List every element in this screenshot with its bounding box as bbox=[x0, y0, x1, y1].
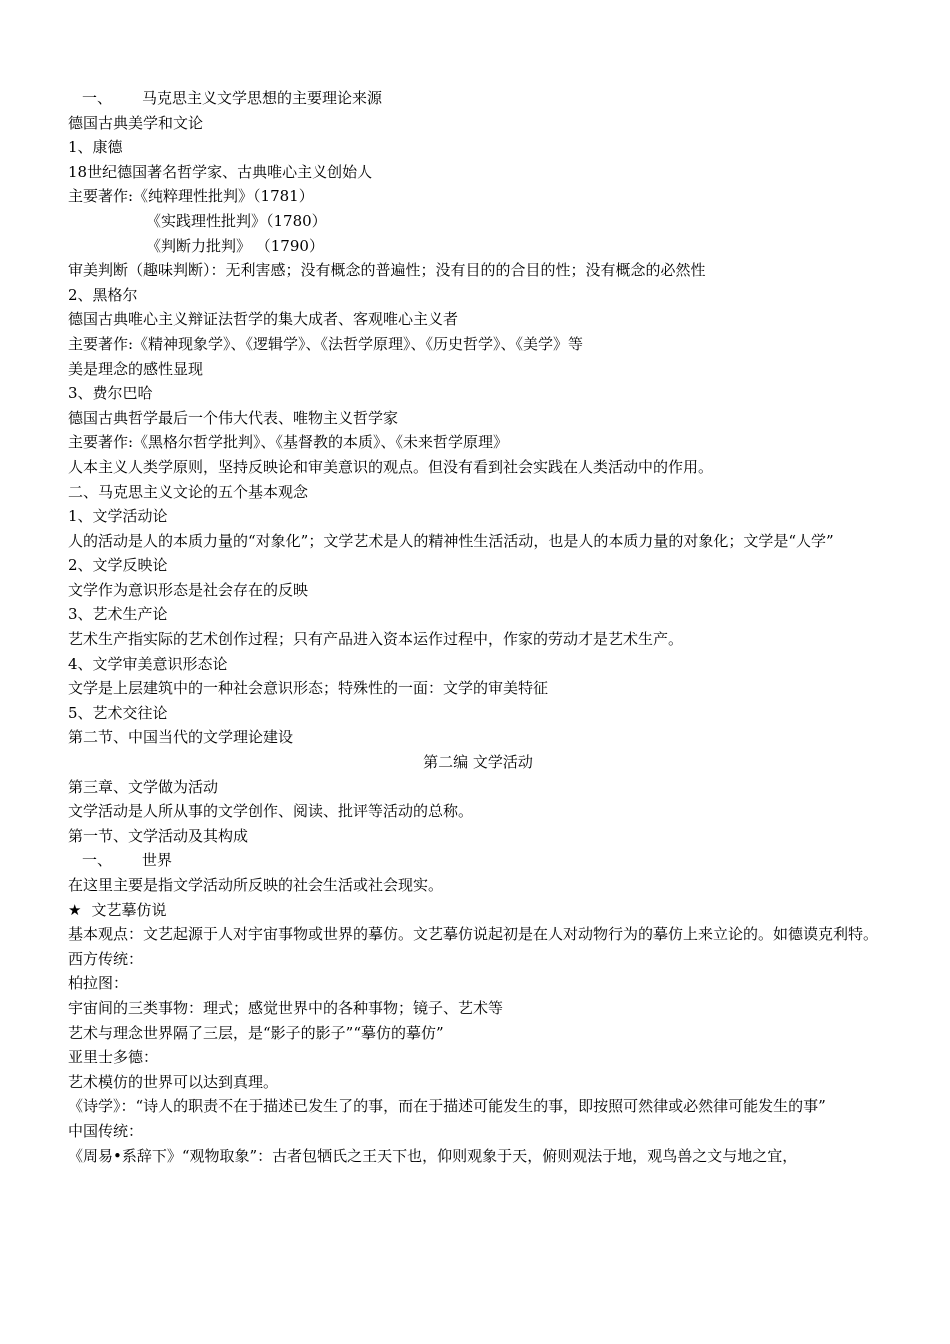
kant-works-1: 主要著作:《纯粹理性批判》（1781） bbox=[68, 187, 314, 206]
chapter-title: 第三章、文学做为活动 bbox=[68, 777, 219, 796]
heading-number: 一、 bbox=[82, 89, 113, 107]
concept-title: 4、文学审美意识形态论 bbox=[68, 654, 228, 673]
concept-text: 人的活动是人的本质力量的“对象化”；文学艺术是人的精神性生活活动，也是人的本质力量的对象化；文学是“人学” bbox=[68, 531, 834, 550]
section1-heading bbox=[68, 86, 888, 111]
basic-view: 基本观点：文艺起源于人对宇宙事物或世界的摹仿。文艺摹仿说起初是在人对动物行为的摹仿上来立论的。如德谟克利特。 bbox=[68, 925, 879, 944]
mimesis-title: 文艺摹仿说 bbox=[91, 900, 167, 919]
heading-text: 马克思主义文学思想的主要理论来源 bbox=[142, 89, 383, 107]
kant-title: 1、康德 bbox=[68, 138, 123, 157]
plato-text-2: 艺术与理念世界隔了三层，是“影子的影子”“摹仿的摹仿” bbox=[68, 1023, 444, 1042]
world-number: 一、 bbox=[82, 851, 113, 870]
world-heading bbox=[68, 848, 888, 873]
hegel-beauty: 美是理念的感性显现 bbox=[68, 359, 204, 378]
poetics-text: 《诗学》：“诗人的职责不在于描述已发生了的事，而在于描述可能发生的事，即按照可然律或必然律可能发生的事” bbox=[68, 1097, 826, 1116]
western-label: 西方传统： bbox=[68, 949, 144, 968]
concept-title: 3、艺术生产论 bbox=[68, 605, 168, 624]
concept-title: 1、文学活动论 bbox=[68, 507, 168, 526]
mimesis-heading bbox=[68, 898, 888, 923]
kant-desc: 18世纪德国著名哲学家、古典唯心主义创始人 bbox=[68, 162, 373, 181]
world-desc: 在这里主要是指文学活动所反映的社会生活或社会现实。 bbox=[68, 876, 444, 894]
plato-label: 柏拉图： bbox=[68, 974, 129, 993]
feuerbach-title: 3、费尔巴哈 bbox=[68, 384, 153, 403]
concept-text: 文学是上层建筑中的一种社会意识形态；特殊性的一面：文学的审美特征 bbox=[68, 679, 549, 698]
aristotle-text: 艺术模仿的世界可以达到真理。 bbox=[68, 1072, 279, 1091]
feuerbach-principle: 人本主义人类学原则，坚持反映论和审美意识的观点。但没有看到社会实践在人类活动中的作用。 bbox=[68, 457, 714, 476]
section-one-title: 第一节、文学活动及其构成 bbox=[68, 826, 249, 845]
aristotle-label: 亚里士多德： bbox=[68, 1048, 159, 1067]
section-two-title: 第二节、中国当代的文学理论建设 bbox=[68, 728, 294, 747]
section2-heading: 二、马克思主义文论的五个基本观念 bbox=[68, 482, 309, 501]
world-text: 世界 bbox=[142, 851, 173, 870]
feuerbach-desc: 德国古典哲学最后一个伟大代表、唯物主义哲学家 bbox=[68, 408, 399, 427]
hegel-works: 主要著作:《精神现象学》、《逻辑学》、《法哲学原理》、《历史哲学》、《美学》等 bbox=[68, 334, 584, 353]
document-page bbox=[68, 86, 888, 1168]
plato-text-1: 宇宙间的三类事物：理式；感觉世界中的各种事物；镜子、艺术等 bbox=[68, 998, 504, 1017]
concept-title: 5、艺术交往论 bbox=[68, 703, 168, 722]
concept-text: 艺术生产指实际的艺术创作过程；只有产品进入资本运作过程中，作家的劳动才是艺术生产。 bbox=[68, 630, 684, 649]
hegel-title: 2、黑格尔 bbox=[68, 285, 138, 304]
concept-text: 文学作为意识形态是社会存在的反映 bbox=[68, 580, 309, 599]
kant-works-2: 《实践理性批判》（1780） bbox=[146, 211, 327, 230]
section1-sub: 德国古典美学和文论 bbox=[68, 113, 204, 132]
zhouyi-text: 《周易•系辞下》“观物取象”：古者包牺氏之王天下也，仰则观象于天，俯则观法于地，观鸟兽之文与地之宜， bbox=[68, 1146, 798, 1165]
concept-title: 2、文学反映论 bbox=[68, 556, 168, 575]
feuerbach-works: 主要著作:《黑格尔哲学批判》、《基督教的本质》、《未来哲学原理》 bbox=[68, 433, 509, 452]
hegel-desc: 德国古典唯心主义辩证法哲学的集大成者、客观唯心主义者 bbox=[68, 310, 459, 329]
part-title: 第二编 文学活动 bbox=[423, 753, 533, 772]
kant-aesthetic: 审美判断（趣味判断）：无利害感；没有概念的普遍性；没有目的的合目的性；没有概念的必然性 bbox=[68, 261, 706, 280]
chinese-label: 中国传统： bbox=[68, 1121, 144, 1140]
star-icon: ★ bbox=[68, 900, 82, 919]
kant-works-3: 《判断力批判》 （1790） bbox=[146, 236, 324, 255]
definition-text: 文学活动是人所从事的文学创作、阅读、批评等活动的总称。 bbox=[68, 802, 474, 821]
